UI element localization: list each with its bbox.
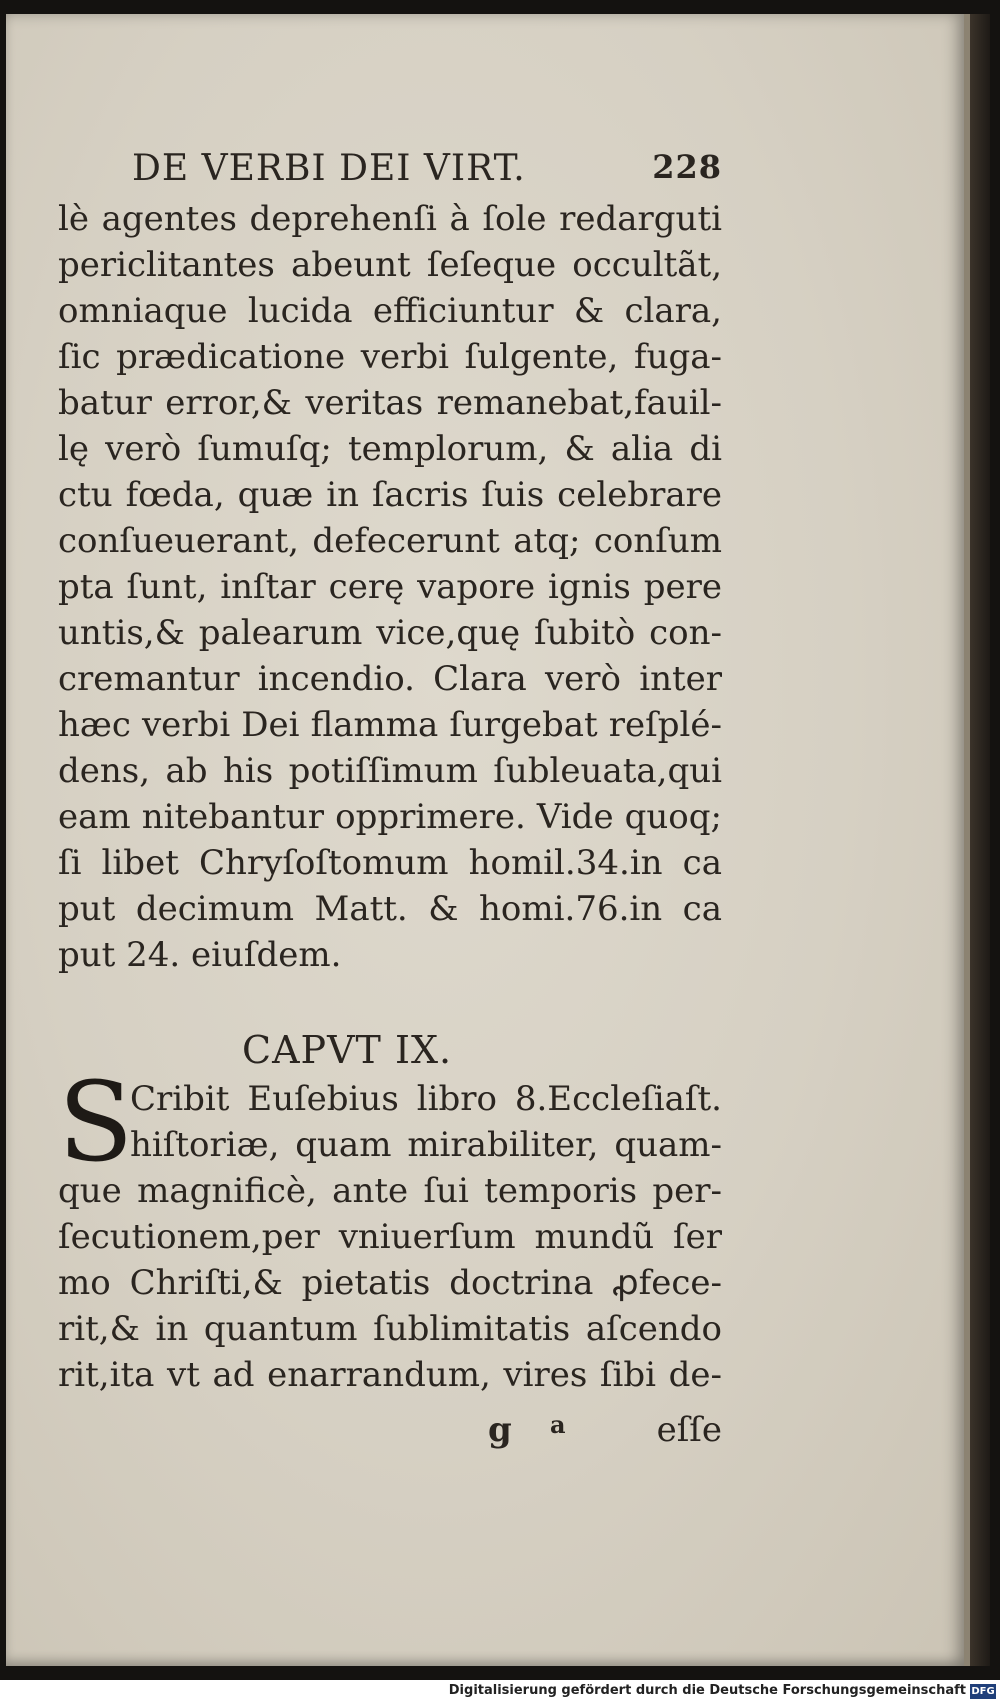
text-line: lę verò ſumuſq; templorum, & alia di xyxy=(58,429,722,469)
book-page xyxy=(6,14,964,1666)
text-line: lè agentes deprehenſi à ſole redarguti xyxy=(58,199,722,239)
running-title: DE VERBI DEI VIRT. xyxy=(132,148,526,189)
text-line: pta ſunt, inſtar cerę vapore ignis pere xyxy=(58,567,722,607)
text-line: ſi libet Chryſoſtomum homil.34.in ca xyxy=(58,843,722,883)
text-line: conſueuerant, defecerunt atq; conſum xyxy=(58,521,722,561)
book-spine xyxy=(970,14,990,1666)
text-line: ſic prædicatione verbi ſulgente, fuga- xyxy=(58,337,722,377)
text-line: que magnificè, ante ſui temporis per- xyxy=(58,1171,722,1211)
text-line: omniaque lucida efficiuntur & clara, xyxy=(58,291,722,331)
dfg-logo-icon: DFG xyxy=(971,1686,995,1697)
footer-bar xyxy=(0,1680,1000,1704)
catchword-line xyxy=(6,1410,722,1460)
page-number: 228 xyxy=(652,148,722,186)
funding-notice: Digitalisierung gefördert durch die Deutsche Forschungsgemeinschaft xyxy=(448,1683,966,1698)
catchword: eſſe xyxy=(656,1410,722,1450)
chapter-text xyxy=(58,1058,722,1398)
text-line: hæc verbi Dei flamma ſurgebat reſplé- xyxy=(58,705,722,745)
text-line: eam nitebantur opprimere. Vide quoq; xyxy=(58,797,722,837)
text-line: ctu fœda, quæ in ſacris ſuis celebrare xyxy=(58,475,722,515)
body-text xyxy=(58,196,722,978)
text-line: periclitantes abeunt ſeſeque occultãt, xyxy=(58,245,722,285)
chapter-heading: CAPVT IX. xyxy=(242,1028,453,1072)
text-line: cremantur incendio. Clara verò inter xyxy=(58,659,722,699)
text-line: ſecutionem,per vniuerſum mundũ ſer xyxy=(58,1217,722,1257)
drop-cap: S xyxy=(58,1058,134,1186)
signature-mark: g xyxy=(488,1410,512,1450)
text-line: rit,ita vt ad enarrandum, vires ſibi de- xyxy=(58,1355,722,1395)
text-line: hiſtoriæ, quam mirabiliter, quam- xyxy=(130,1125,722,1165)
text-line: Cribit Euſebius libro 8.Eccleſiaſt. xyxy=(130,1079,722,1119)
signature-number: a xyxy=(550,1410,566,1439)
text-line: mo Chriſti,& pietatis doctrina ꝓfece- xyxy=(58,1263,722,1303)
text-line: dens, ab his potiſſimum ſubleuata,qui xyxy=(58,751,722,791)
text-line: untis,& palearum vice,quę ſubitò con- xyxy=(58,613,722,653)
page-header xyxy=(132,148,722,198)
text-line: put 24. eiuſdem. xyxy=(58,935,342,975)
text-line: put decimum Matt. & homi.76.in ca xyxy=(58,889,722,929)
text-line: batur error,& veritas remanebat,fauil- xyxy=(58,383,722,423)
text-line: rit,& in quantum ſublimitatis aſcendo xyxy=(58,1309,722,1349)
